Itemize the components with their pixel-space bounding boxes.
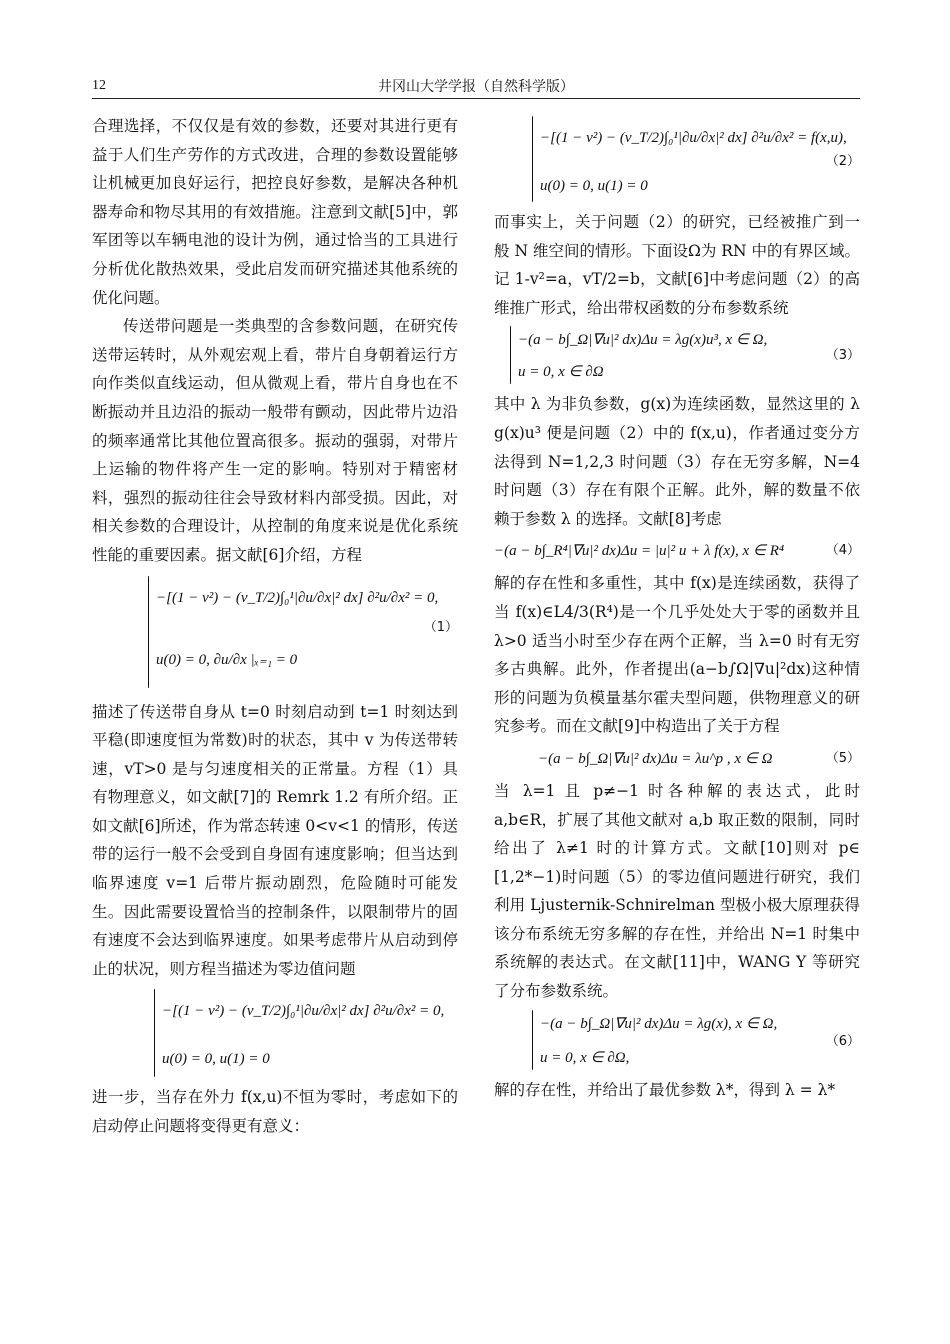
- equation-4-line: −(a − b∫_R⁴|∇u|² dx)Δu = |u|² u + λ f(x), x ∈ R⁴: [494, 543, 785, 560]
- equation-6-line-2: u = 0, x ∈ ∂Ω,: [540, 1049, 630, 1066]
- paragraph-9: 解的存在性，并给出了最优参数 λ*，得到 λ = λ*: [494, 1080, 836, 1099]
- equation-2-line-1: −[(1 − v²) − (v_T/2)∫₀¹|∂u/∂x|² dx] ∂²u/∂x² = f(x,u),: [540, 130, 847, 146]
- equation-1b-line-2: u(0) = 0, u(1) = 0: [162, 1051, 270, 1068]
- equation-5-number: （5）: [825, 750, 860, 766]
- equation-1-line-2: u(0) = 0, ∂u/∂x |ₓ₌₁ = 0: [156, 651, 298, 668]
- right-column: [494, 112, 860, 1104]
- equation-5: [494, 741, 860, 777]
- equation-1-brace: [148, 576, 149, 688]
- equation-3-number: （3）: [825, 348, 860, 364]
- equation-1b-brace: [154, 989, 155, 1077]
- equation-6-line-1: −(a − b∫_Ω|∇u|² dx)Δu = λg(x), x ∈ Ω,: [540, 1015, 778, 1032]
- equation-1-number: （1）: [423, 619, 458, 635]
- equation-4-number: （4）: [825, 543, 860, 559]
- equation-2-number: （2）: [825, 154, 860, 169]
- left-column: [92, 112, 458, 1141]
- running-header: [92, 76, 860, 98]
- equation-3-line-1: −(a − b∫_Ω|∇u|² dx)Δu = λg(x)u³, x ∈ Ω,: [518, 332, 768, 349]
- paragraph-8: 当 λ=1 且 p≠−1 时各种解的表达式，此时 a,b∈R，扩展了其他文献对 a,b 取正数的限制，同时给出了 λ≠1 时的计算方式。文献[10]则对 p∈ [1,2*−1)时问题（5）的零边值问题进行研究，我们利用 Ljusternik-Schnirelman 型极小极大原理获得该分布系统无穷多解的存在性，并给出 N=1 时集中系统解的表达式。在文献[11]中，WANG Y 等研究了分布参数系统。: [494, 781, 860, 1001]
- equation-3: [494, 322, 860, 390]
- equation-5-line: −(a − b∫_Ω|∇u|² dx)Δu = λu^p , x ∈ Ω: [538, 750, 773, 767]
- paragraph-5: 而事实上，关于问题（2）的研究，已经被推广到一般 N 维空间的情形。下面设Ω为 RN 中的有界区域。记 1-v²=a，vT/2=b，文献[6]中考虑问题（2）的高维推广形式，给出带权函数的分布参数系统: [494, 213, 860, 317]
- journal-title: 井冈山大学学报（自然科学版）: [378, 79, 574, 95]
- page-number: 12: [92, 78, 106, 93]
- equation-2-brace: [532, 116, 533, 202]
- equation-1: [92, 570, 458, 698]
- paragraph-6: 其中 λ 为非负参数，g(x)为连续函数，显然这里的 λ g(x)u³ 便是问题（2）中的 f(x,u)，作者通过变分方法得到 N=1,2,3 时问题（3）存在无穷多解，N=4 时问题（3）存在有限个正解。此外，解的数量不依赖于参数 λ 的选择。文献[8]考虑: [494, 395, 860, 528]
- paragraph-2: 传送带问题是一类典型的含参数问题，在研究传送带运转时，从外观宏观上看，带片自身朝着运行方向作类似直线运动，但从微观上看，带片自身也在不断振动并且边沿的振动一般带有颤动，因此带片边沿的频率通常比其他位置高很多。振动的强弱，对带片上运输的物件将产生一定的影响。特别对于精密材料，强烈的振动往往会导致材料内部受损。因此，对相关参数的合理设计，从控制的角度来说是优化系统性能的重要因素。据文献[6]介绍，方程: [92, 317, 458, 564]
- equation-1b-line-1: −[(1 − v²) − (v_T/2)∫₀¹|∂u/∂x|² dx] ∂²u/∂x² = 0,: [162, 1003, 445, 1020]
- equation-3-line-2: u = 0, x ∈ ∂Ω: [518, 364, 604, 381]
- equation-2: [494, 112, 860, 208]
- equation-1b: [92, 983, 458, 1083]
- equation-6: [494, 1006, 860, 1076]
- header-rule: [92, 98, 860, 99]
- paragraph-7: 解的存在性和多重性，其中 f(x)是连续函数，获得了当 f(x)∈L4/3(R⁴)是一个几乎处处大于零的函数并且 λ>0 适当小时至少存在两个正解，当 λ=0 时有无穷多古典解。此外，作者提出(a−b∫Ω|∇u|²dx)这种情形的问题为负模量基尔霍夫型问题，供物理意义的研究参考。而在文献[9]中构造出了关于方程: [494, 574, 860, 736]
- equation-6-brace: [532, 1010, 533, 1070]
- paragraph-3: 描述了传送带自身从 t=0 时刻启动到 t=1 时刻达到平稳(即速度恒为常数)时的状态，其中 v 为传送带转速，vT>0 是与匀速度相关的正常量。方程（1）具有物理意义，如文献[7]的 Remrk 1.2 有所介绍。正如文献[6]所述，作为常态转速 0<v<1 的情形，传送带的运行一般不会受到自身固有速度影响；但当达到临界速度 v=1 后带片振动剧烈，危险随时可能发生。因此需要设置恰当的控制条件，以限制带片的固有速度不会达到临界速度。如果考虑带片从启动到停止的状况，则方程当描述为零边值问题: [92, 702, 458, 978]
- paragraph-1: 合理选择，不仅仅是有效的参数，还要对其进行更有益于人们生产劳作的方式改进，合理的参数设置能够让机械更加良好运行，把控良好参数，是解决各种机器寿命和物尽其用的有效措施。注意到文献[5]中，郭军团等以车辆电池的设计为例，通过恰当的工具进行分析优化散热效果，受此启发而研究描述其他系统的优化问题。: [92, 117, 458, 307]
- equation-1-line-1: −[(1 − v²) − (v_T/2)∫₀¹|∂u/∂x|² dx] ∂²u/∂x² = 0,: [156, 589, 439, 606]
- equation-4: [494, 533, 860, 569]
- equation-3-brace: [510, 326, 511, 384]
- equation-6-number: （6）: [825, 1033, 860, 1049]
- paragraph-4: 进一步，当存在外力 f(x,u)不恒为零时，考虑如下的启动停止问题将变得更有意义：: [92, 1088, 458, 1136]
- equation-2-line-2: u(0) = 0, u(1) = 0: [540, 178, 648, 194]
